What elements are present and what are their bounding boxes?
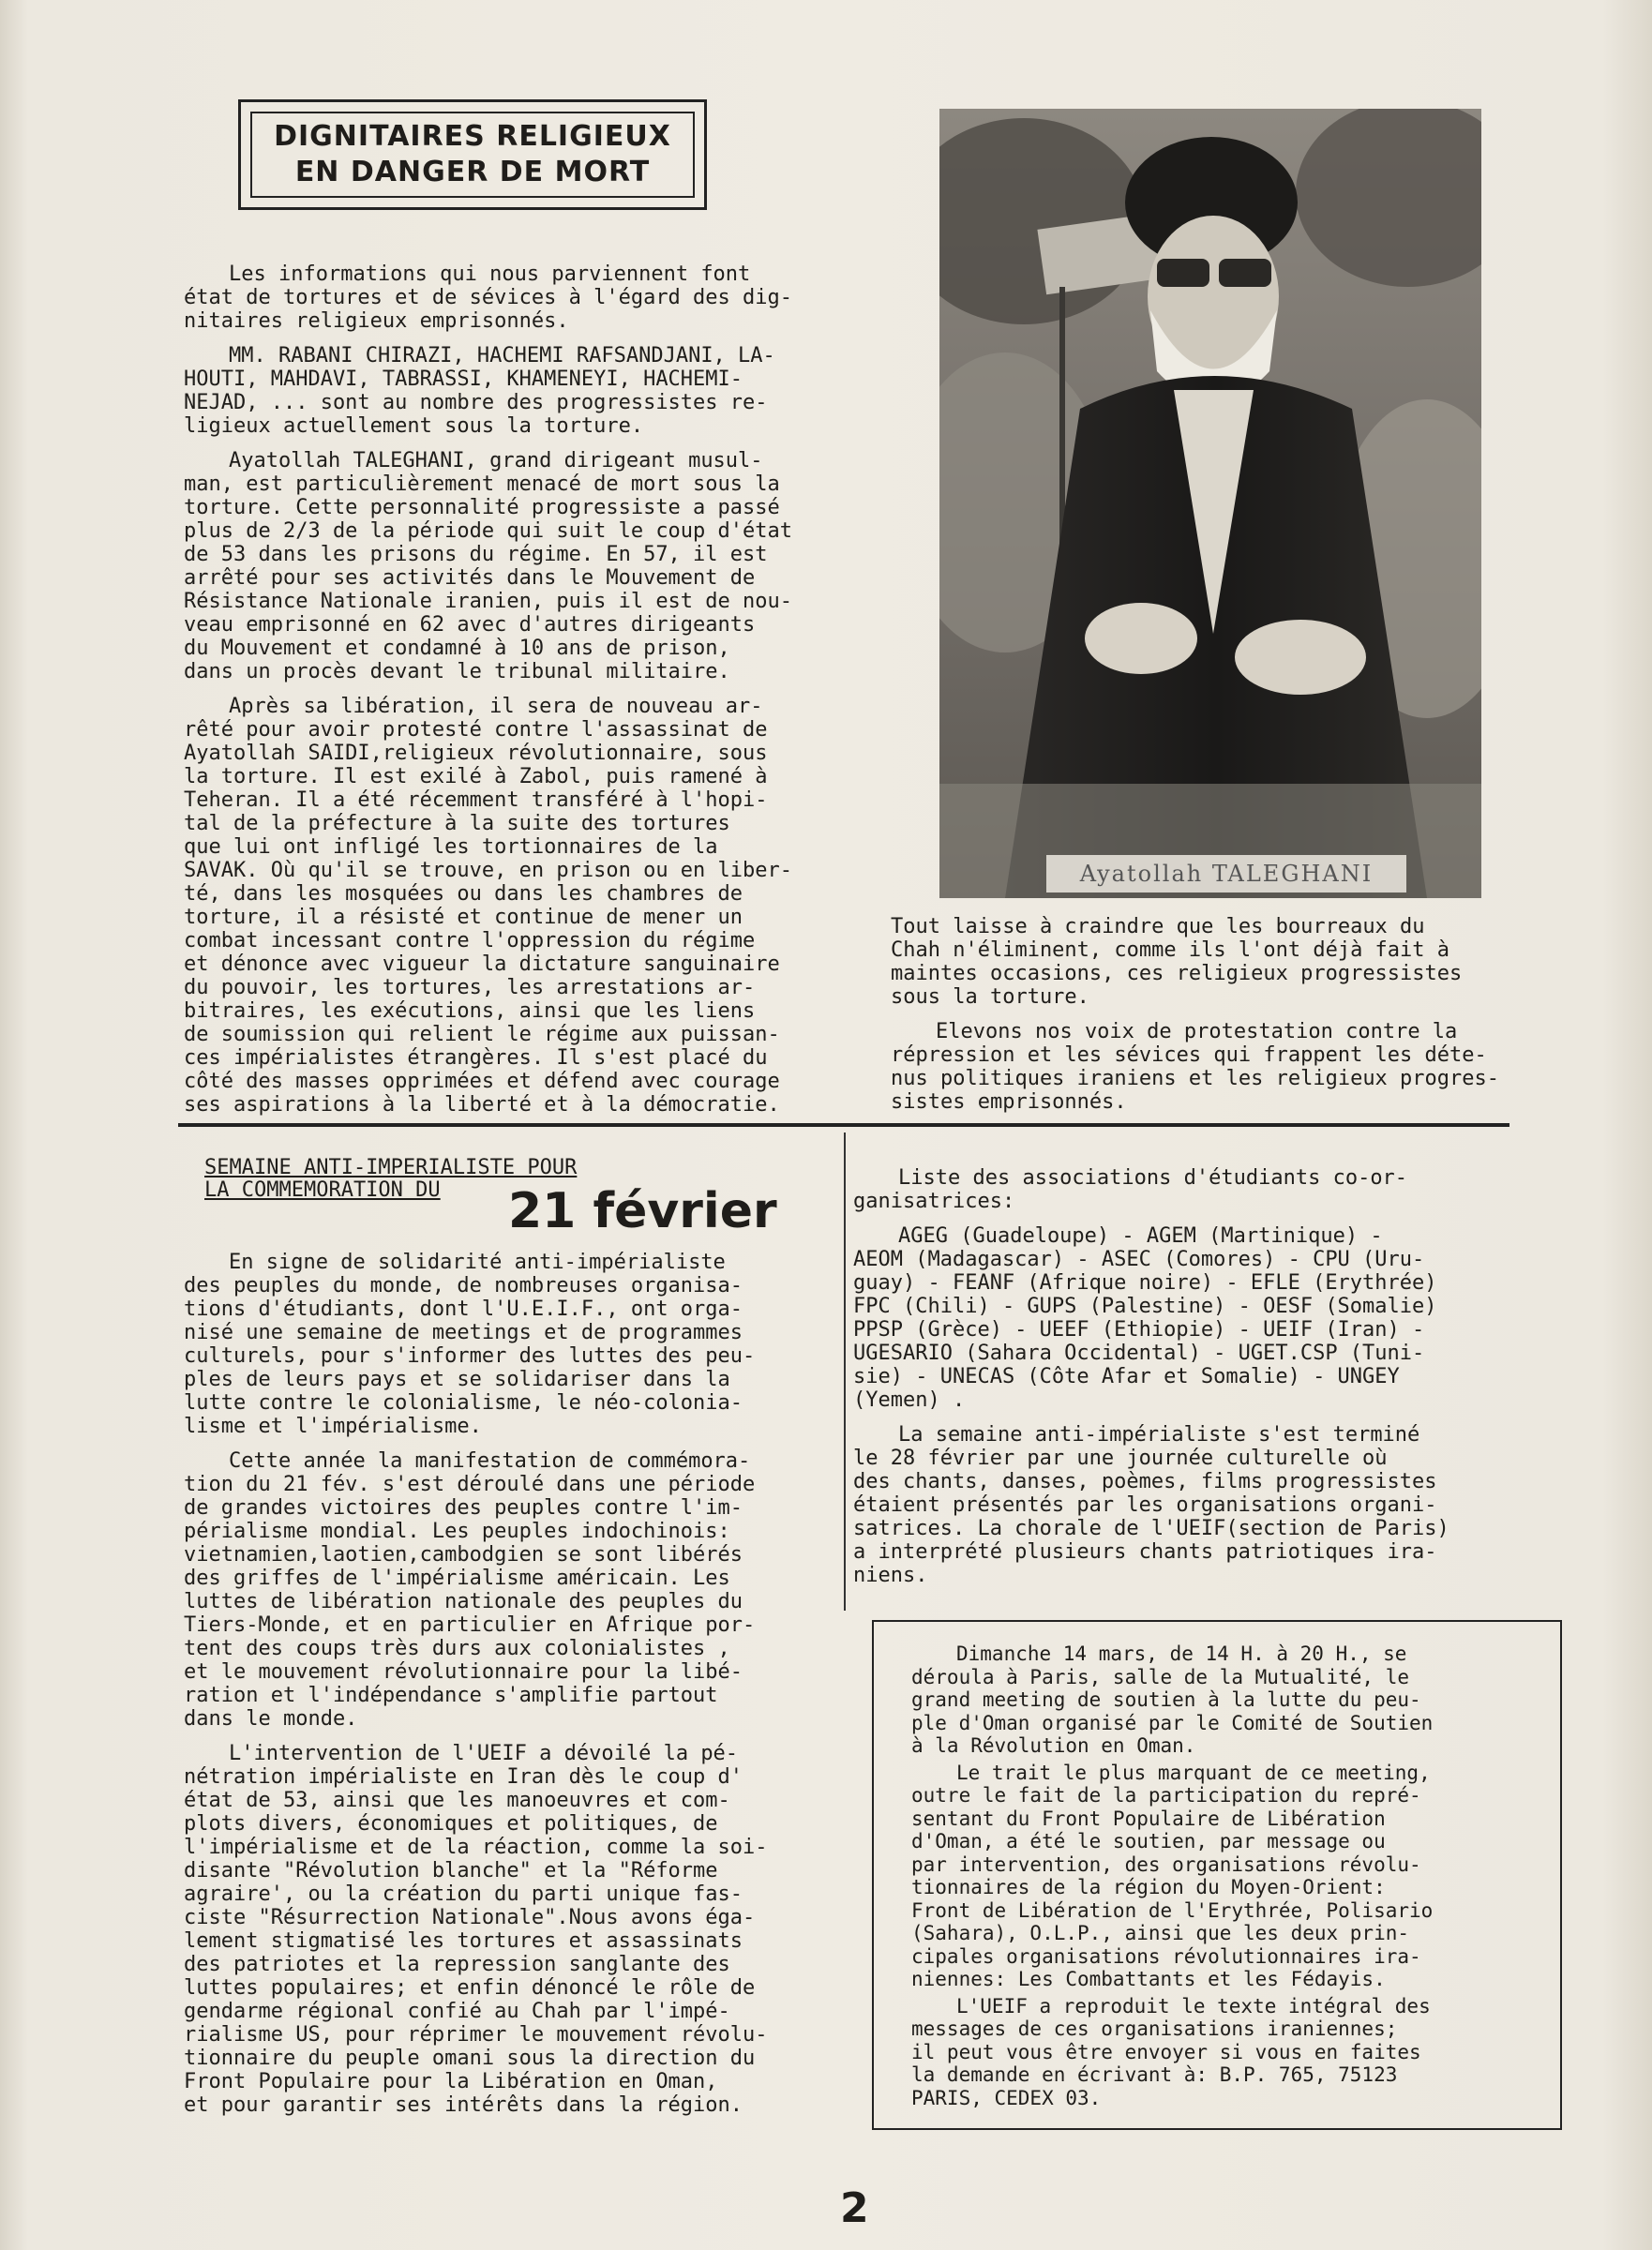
section-heading-line-2: LA COMMEMORATION DU [204,1178,441,1202]
article1-paragraph: MM. RABANI CHIRAZI, HACHEMI RAFSANDJANI, LA- HOUTI, MAHDAVI, TABRASSI, KHAMENEYI, HACHEMI- NEJAD, ... sont au nombre des progressistes re- ligieux actuellement sous la torture. [184,344,775,438]
page-number: 2 [840,2184,869,2232]
headline-date: 21 février [508,1183,777,1239]
meeting-announcement-box [872,1620,1562,2130]
article1-right-paragraph: Tout laisse à craindre que les bourreaux du Chah n'éliminent, comme ils l'ont déjà fait à maintes occasions, ces religieux progressistes sous la torture. [891,915,1463,1009]
article2-left-column [184,1251,821,2117]
meeting-paragraph: L'UEIF a reproduit le texte intégral des messages de ces organisations iraniennes; il peut vous être envoyer si vous en faites la demande en écrivant à: B.P. 765, 75123 PARIS, CEDEX 03. [911,1994,1431,2109]
associations-intro: Liste des associations d'étudiants co-or- ganisatrices: [853,1166,1408,1213]
photo-caption: Ayatollah TALEGHANI [1046,855,1406,892]
article2-paragraph: En signe de solidarité anti-impérialiste des peuples du monde, de nombreuses organisa- tions d'étudiants, dont l'U.E.I.F., ont orga- nisé une semaine de meetings et de programmes culturels, pour s'informer des luttes des peu- ples de leurs pays et se solidariser dans la lutte contre le colonialisme, le néo-colonia- lisme et l'impérialisme. [184,1251,756,1438]
column-divider [844,1132,846,1611]
meeting-paragraph: Dimanche 14 mars, de 14 H. à 20 H., se déroula à Paris, salle de la Mutualité, le grand meeting de soutien à la lutte du peu- ple d'Oman organisé par le Comité de Soutien à la Révolution en Oman. [911,1642,1434,1757]
article1-right-column [891,915,1519,1125]
headline-line-2: EN DANGER DE MORT [294,156,651,188]
associations-list: AGEG (Guadeloupe) - AGEM (Martinique) - AEOM (Madagascar) - ASEC (Comores) - CPU (Uru- guay) - FEANF (Afrique noire) - EFLE (Erythrée) FPC (Chili) - GUPS (Palestine) - OESF (Somalie) PPSP (Grèce) - UEEF (Ethiopie) - UEIF (Iran) - UGESARIO (Sahara Occidental) - UGET.CSP (Tuni- sie) - UNECAS (Côte Afar et Somalie) - UNGEY (Yemen) . [853,1224,1437,1412]
portrait-photo [939,109,1481,898]
section-heading-line-1: SEMAINE ANTI-IMPERIALISTE POUR [204,1156,578,1179]
article2-closing-paragraph: La semaine anti-impérialiste s'est terminé le 28 février par une journée culturelle où des chants, danses, poèmes, films progressistes étaient présentés par les organisations organi- satrices. La chorale de l'UEIF(section de Paris) a interprété plusieurs chants patriotiques ira- niens. [853,1423,1449,1587]
article1-paragraph: Ayatollah TALEGHANI, grand dirigeant musul- man, est particulièrement menacé de mort sous la torture. Cette personnalité progressiste a passé plus de 2/3 de la période qui suit le coup d'état de 53 dans les prisons du régime. En 57, il est arrêté pour ses activités dans le Mouvement de Résistance Nationale iranien, puis il est de nou- veau emprisonné en 62 avec d'autres dirigeants du Mouvement et condamné à 10 ans de prison, dans un procès devant le tribunal militaire. [184,449,793,683]
article2-paragraph: Cette année la manifestation de commémora- tion du 21 fév. s'est déroulé dans une période de grandes victoires des peuples contre l'im- périalisme mondial. Les peuples indochinois: vietnamien,laotien,cambodgien se sont libérés des griffes de l'impérialisme américain. Les luttes de libération nationale des peuples du Tiers-Monde, et en particulier en Afrique por- tent des coups très durs aux colonialistes , et le mouvement révolutionnaire pour la libé- ration et l'indépendance s'amplifie partout dans le monde. [184,1449,756,1731]
article2-right-column [853,1166,1500,1587]
article1-paragraph: Les informations qui nous parviennent font état de tortures et de sévices à l'égard des dig- nitaires religieux emprisonnés. [184,262,793,333]
article1-right-paragraph: Elevons nos voix de protestation contre la répression et les sévices qui frappent les déte- nus politiques iraniens et les religieux progres- sistes emprisonnés. [891,1020,1500,1114]
article2-paragraph: L'intervention de l'UEIF a dévoilé la pé- nétration impérialiste en Iran dès le coup d' état de 53, ainsi que les manoeuvres et com- plots divers, économiques et politiques, de l'impérialisme et de la réaction, comme la soi- disante "Révolution blanche" et la "Réforme agraire', ou la création du parti unique fas- ciste "Résurrection Nationale".Nous avons éga- lement stigmatisé les tortures et assassinats des patriotes et la repression sanglante des luttes populaires; et enfin dénoncé le rôle de gendarme régional confié au Chah par l'impé- rialisme US, pour réprimer le mouvement révolu- tionnaire du peuple omani sous la direction du Front Populaire pour la Libération en Oman, et pour garantir ses intérêts dans la région. [184,1742,768,2117]
meeting-text [911,1642,1502,2109]
meeting-paragraph: Le trait le plus marquant de ce meeting, outre le fait de la participation du repré- sentant du Front Populaire de Libération d'Oman, a été le soutien, par message ou par intervention, des organisations révolu- tionnaires de la région du Moyen-Orient: Front de Libération de l'Erythrée, Polisario (Sahara), O.L.P., ainsi que les deux prin- cipales organisations révolutionnaires ira- niennes: Les Combattants et les Fédayis. [911,1761,1434,1990]
section-divider [178,1123,1509,1127]
headline-line-1: DIGNITAIRES RELIGIEUX [274,120,671,153]
article1-left-column [184,262,840,1117]
article1-paragraph: Après sa libération, il sera de nouveau ar- rêté pour avoir protesté contre l'assassinat de Ayatollah SAIDI,religieux révolutionnaire, sous la torture. Il est exilé à Zabol, puis ramené à Teheran. Il a été récemment transféré à l'hopi- tal de la préfecture à la suite des tortures que lui ont infligé les tortionnaires de la SAVAK. Où qu'il se trouve, en prison ou en liber- té, dans les mosquées ou dans les chambres de torture, il a résisté et continue de mener un combat incessant contre l'oppression du régime et dénonce avec vigueur la dictature sanguinaire du pouvoir, les tortures, les arrestations ar- bitraires, les exécutions, ainsi que les liens de soumission qui relient le régime aux puissan- ces impérialistes étrangères. Il s'est placé du côté des masses opprimées et défend avec courage ses aspirations à la liberté et à la démocratie. [184,695,793,1117]
headline [250,112,695,198]
headline-box [238,99,707,210]
portrait-illustration [939,109,1481,898]
